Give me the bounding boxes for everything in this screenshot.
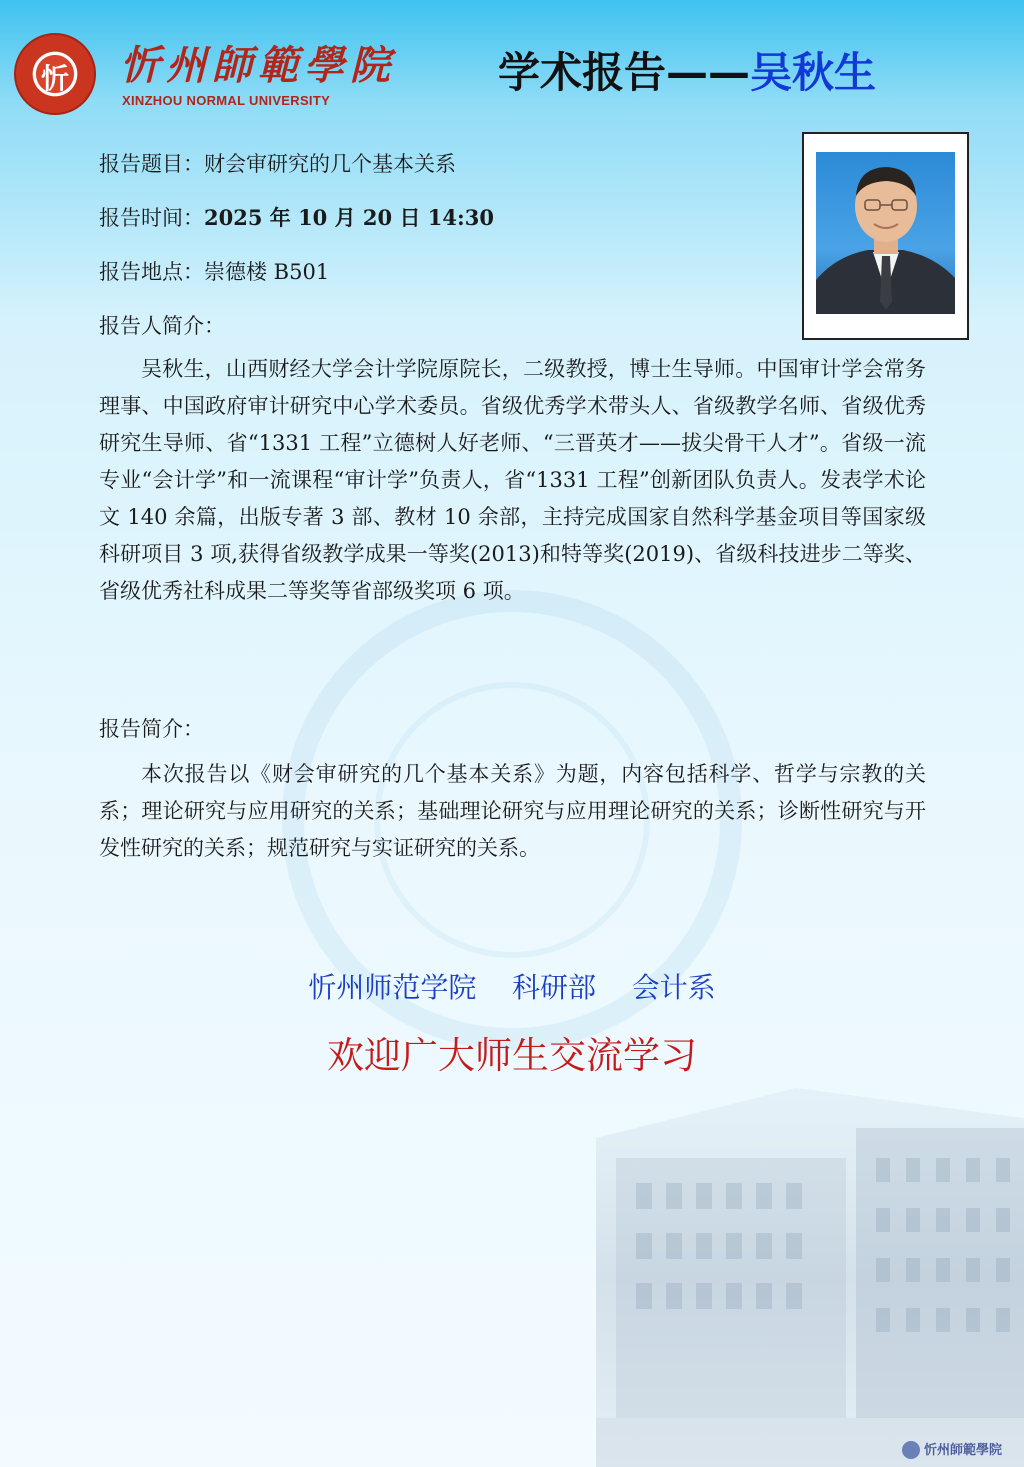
report-intro-text: 本次报告以《财会审研究的几个基本关系》为题，内容包括科学、哲学与宗教的关系；理论研究与应用研究的关系；基础理论研究与应用理论研究的关系；诊断性研究与开发性研究的关系；规范研究与实证研究的关系。 bbox=[99, 762, 926, 860]
report-title-label: 报告题目： bbox=[99, 152, 204, 176]
logo-seal-glyph: 忻 bbox=[40, 62, 69, 95]
page-title bbox=[498, 40, 876, 100]
footer-seal-icon bbox=[902, 1441, 920, 1459]
title-prefix: 学术报告—— bbox=[498, 48, 751, 97]
building-image bbox=[596, 1088, 1024, 1467]
report-place-row bbox=[99, 256, 329, 286]
speaker-intro-label: 报告人简介： bbox=[99, 314, 225, 338]
report-intro-label-row bbox=[99, 713, 204, 743]
report-place-label: 报告地点： bbox=[99, 260, 204, 284]
university-name-cn: 忻州師範學院 bbox=[120, 42, 396, 89]
speaker-name: 吴秋生 bbox=[750, 48, 877, 97]
speaker-photo-frame bbox=[802, 132, 969, 340]
report-title-value: 财会审研究的几个基本关系 bbox=[204, 152, 456, 176]
report-time-value: 2025 年 10 月 20 日 14:30 bbox=[204, 205, 494, 230]
footer-logo bbox=[902, 1439, 1002, 1460]
university-name-en: XINZHOU NORMAL UNIVERSITY bbox=[122, 93, 331, 108]
report-place-value: 崇德楼 B501 bbox=[204, 260, 330, 284]
organizers: 忻州师范学院 科研部 会计系 bbox=[308, 971, 716, 1004]
footer-logo-text: 忻州師範學院 bbox=[923, 1442, 1002, 1458]
speaker-bio: 吴秋生，山西财经大学会计学院原院长，二级教授，博士生导师。中国审计学会常务理事、中国政府审计研究中心学术委员。省级优秀学术带头人、省级教学名师、省级优秀研究生导师、省“1331 工程”立德树人好老师、“三晋英才——拔尖骨干人才”。省级一流专业“会计学”和一流课程“审计学”负责人，省“1331 工程”创新团队负责人。发表学术论文 140 余篇，出版专著 3 部、教材 10 余部，主持完成国家自然科学基金项目等国家级科研项目 3 项,获得省级教学成果一等奖(2013)和特等奖(2019)、省级科技进步二等奖、省级优秀社科成果二等奖等省部级奖项 6 项。 bbox=[99, 357, 926, 603]
report-time-row bbox=[99, 202, 494, 232]
report-intro-label: 报告简介： bbox=[99, 717, 204, 741]
university-logo-seal bbox=[14, 33, 96, 115]
report-title-row bbox=[99, 148, 456, 178]
report-time-label: 报告时间： bbox=[99, 206, 204, 230]
welcome-slogan: 欢迎广大师生交流学习 bbox=[327, 1034, 697, 1077]
speaker-intro-label-row bbox=[99, 310, 225, 340]
speaker-photo bbox=[816, 152, 955, 314]
